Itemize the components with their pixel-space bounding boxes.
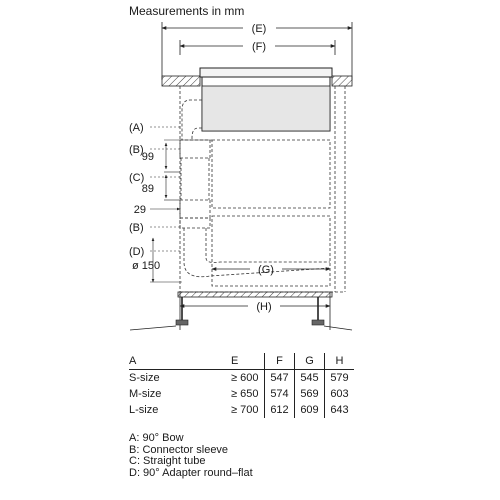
legend xyxy=(129,433,253,479)
table-cell: M-size xyxy=(129,388,162,400)
page-title: Measurements in mm xyxy=(129,4,245,18)
table-cell: 574 xyxy=(265,386,295,402)
table-cell: 545 xyxy=(295,370,325,387)
table-cell: 579 xyxy=(325,370,355,387)
base-plate xyxy=(130,292,352,330)
dimension-f-label: (F) xyxy=(251,41,267,53)
dimension-h-label: (H) xyxy=(256,301,272,313)
legend-item-d: D: 90° Adapter round–flat xyxy=(129,466,253,479)
table-row xyxy=(129,370,354,387)
dimension-f xyxy=(180,40,335,55)
legend-item-b: B: Connector sleeve xyxy=(129,443,229,456)
table-cell: 569 xyxy=(295,386,325,402)
size-table-header xyxy=(129,353,354,370)
header-g: G xyxy=(295,353,325,370)
left-dimensions xyxy=(129,122,212,282)
dim-150: ø 150 xyxy=(132,260,161,272)
table-row xyxy=(129,402,354,418)
label-c: (C) xyxy=(129,172,145,184)
size-table xyxy=(129,353,354,418)
table-cell: 547 xyxy=(265,370,295,387)
header-h: H xyxy=(325,353,355,370)
table-cell: 603 xyxy=(325,386,355,402)
table-cell: S-size xyxy=(129,372,160,384)
label-a: (A) xyxy=(129,122,144,134)
dim-99: 99 xyxy=(141,151,154,163)
label-b-top: (B) xyxy=(129,144,144,156)
table-cell: 643 xyxy=(325,402,355,418)
dim-89: 89 xyxy=(141,183,154,195)
table-cell: L-size xyxy=(129,404,159,416)
dimension-g xyxy=(212,264,330,276)
table-cell: ≥ 650 xyxy=(231,388,259,400)
label-b-bottom: (B) xyxy=(129,222,144,234)
table-row xyxy=(129,386,354,402)
header-f: F xyxy=(265,353,295,370)
dim-29: 29 xyxy=(133,204,146,216)
dimension-h xyxy=(180,301,330,313)
legend-item-a: A: 90° Bow xyxy=(129,432,184,444)
hob xyxy=(200,68,332,131)
label-d: (D) xyxy=(129,246,145,258)
table-cell: ≥ 600 xyxy=(231,372,259,384)
header-a: A xyxy=(129,353,231,370)
dimension-e-label: (E) xyxy=(251,23,267,35)
dimension-g-label: (G) xyxy=(258,264,274,276)
legend-item-c: C: Straight tube xyxy=(129,455,206,467)
table-cell: 609 xyxy=(295,402,325,418)
table-cell: 612 xyxy=(265,402,295,418)
table-cell: ≥ 700 xyxy=(231,404,259,416)
header-e: E xyxy=(231,353,265,370)
